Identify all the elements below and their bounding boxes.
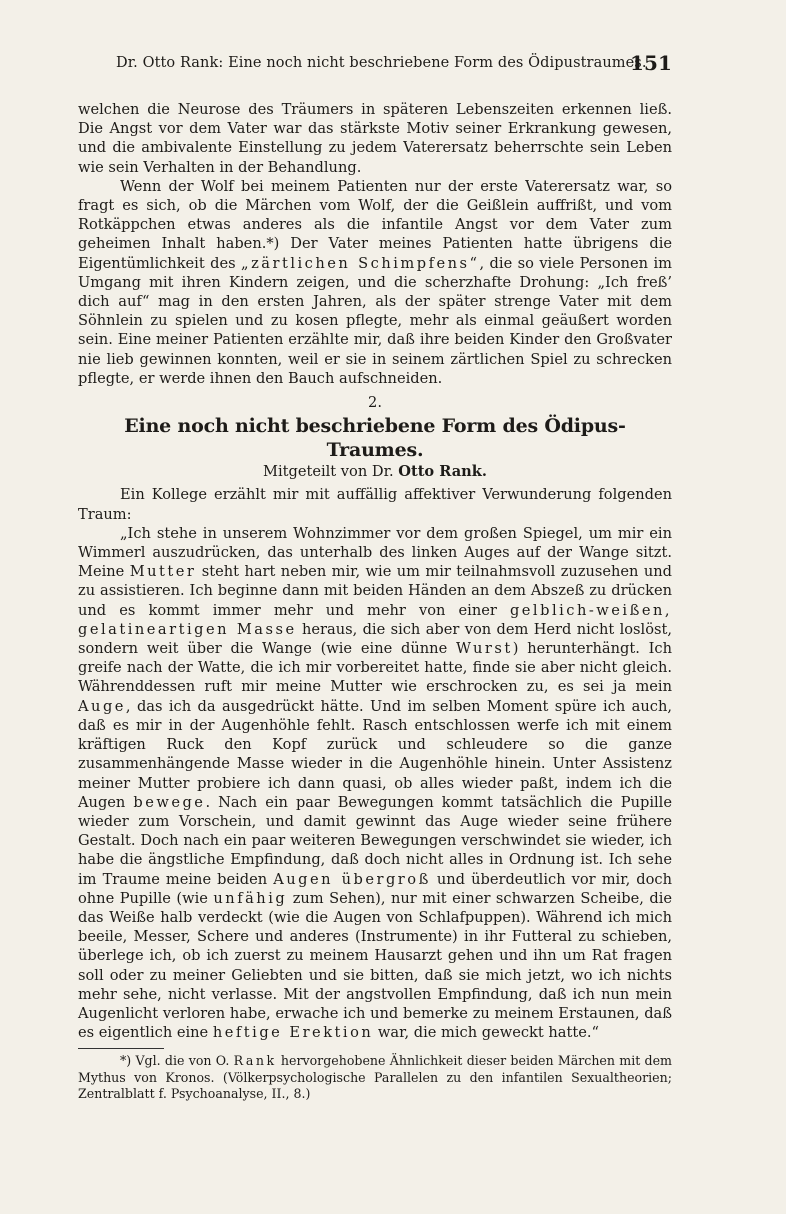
- paragraph-2-text-a: Wenn der Wolf bei meinem Patienten nur der erste Vaterersatz war, so fragt es sich, ob die Märchen vom Wolf, der die Geißlein auffrißt, und vom Rotkäppchen etwas anderes als die infantile Angst vor dem Vater zum geheimen Inhalt haben.*) Der Vater meines Patienten hatte übrigens die Eigentümlichkeit des: [78, 177, 672, 272]
- emphasis-auge: Auge: [78, 697, 126, 715]
- byline-author: Otto Rank.: [398, 463, 487, 481]
- emphasis-zaertlichen-schimpfens: „zärtlichen Schimpfens“: [241, 254, 480, 272]
- footnote-divider: [78, 1048, 164, 1049]
- section-title: Eine noch nicht beschriebene Form des Ödipus-Traumes.: [124, 415, 626, 462]
- emphasis-masse: gelblich-weißen, gelatineartigen Masse: [78, 601, 672, 638]
- dream-text-1: „Ich stehe in unserem Wohnzimmer vor dem großen Spiegel, um mir ein Wimmerl auszudrücken, das unterhalb des linken Auges auf der Wange sitzt. Meine: [78, 524, 672, 581]
- running-head-title: Dr. Otto Rank: Eine noch nicht beschriebene Form des Ödipustraumes.: [116, 55, 647, 71]
- footnote-text-b: hervorgehobene Ähnlichkeit dieser beiden Märchen mit dem Mythus von Kronos. (Völkerpsychologische Parallelen zu den infantilen Sexualtheorien; Zentralblatt f. Psychoanalyse, II., 8.): [78, 1053, 672, 1102]
- dream-text-3: heraus, die sich aber von dem Herd nicht loslöst, sondern weit über die Wange (wie eine dünne: [78, 620, 672, 658]
- main-text: [78, 100, 672, 1103]
- dream-text-8: zum Sehen), nur mit einer schwarzen Scheibe, die das Weiße halb verdeckt (wie die Augen von Schlafpuppen). Während ich mich beeile, Messer, Schere und anderes (Instrumente) in ihr Futteral zu schieben, überlege ich, ob ich zuerst zu meinem Hausarzt gehen und ihn um Rat fragen soll oder zu meiner Geliebten und sie bitten, daß sie mich jetzt, wo ich nichts mehr sehe, nicht verlasse. Mit der angstvollen Empfindung, daß ich nun mein Augenlicht verloren habe, erwache ich und bemerke zu meinem Erstaunen, daß es eigentlich eine: [78, 889, 673, 1042]
- dream-report: [78, 524, 672, 1042]
- dream-text-6: . Nach ein paar Bewegungen kommt tatsächlich die Pupille wieder zum Vorschein, und damit gewinnt das Auge wieder seine frühere Gestalt. Doch nach ein paar weiteren Bewegungen verschwindet sie wieder, ich habe die ängstliche Empfindung, daß doch nicht alles in Ordnung ist. Ich sehe im Traume meine beiden: [78, 793, 672, 888]
- emphasis-mutter: Mutter: [129, 563, 197, 581]
- footnote-emphasis-rank: Rank: [233, 1053, 277, 1069]
- dream-text-2: steht hart neben mir, wie um mir teilnahmsvoll zuzusehen und zu assistieren. Ich beginne dann mit beiden Händen an dem Abszeß zu drücken und es kommt immer mehr und mehr von einer: [78, 563, 673, 619]
- dream-text-4: ) herunterhängt. Ich greife nach der Watte, die ich mir vorbereitet hatte, finde sie aber nicht gleich. Währenddessen ruft mir meine Mutter wie erschrocken zu, es sei ja mein: [78, 640, 672, 696]
- emphasis-augen-uebergross: Augen übergroß: [273, 870, 431, 888]
- dream-text-5: , das ich da ausgedrückt hätte. Und im selben Moment spüre ich auch, daß es mir in der Augenhöhle fehlt. Rasch entschlossen werfe ich mit einem kräftigen Ruck den Kopf zurück und schleudere so die ganze zusammenhängende Masse wieder in die Augenhöhle hinein. Unter Assistenz meiner Mutter probiere ich dann quasi, ob alles wieder paßt, indem ich die Augen: [78, 697, 672, 811]
- byline-prefix: Mitgeteilt von Dr.: [263, 463, 394, 481]
- paragraph-3: Ein Kollege erzählt mir mit auffällig affektiver Verwunderung folgenden Traum:: [78, 486, 672, 523]
- paragraph-2-text-b: , die so viele Personen im Umgang mit ihren Kindern zeigen, und die scherzhafte Drohung: „Ich freß’ dich auf“ mag in den ersten Jahren, als der später strenge Vater mit dem Söhnlein zu spielen und zu kosen pflegte, mehr als einmal geäußert worden sein. Eine meiner Patienten erzählte mir, daß ihre beiden Kinder den Großvater nie lieb gewinnen konnten, weil er sie in seinem zärtlichen Spiel zu schrecken pflegte, er werde ihnen den Bauch aufschneiden.: [78, 254, 672, 387]
- dream-text-9: war, die mich geweckt hatte.“: [373, 1024, 599, 1042]
- page-number: 151: [629, 51, 672, 75]
- emphasis-bewege: bewege: [133, 793, 206, 811]
- byline: [78, 462, 672, 481]
- paragraph-1: welchen die Neurose des Träumers in späteren Lebenszeiten erkennen ließ. Die Angst vor dem Vater war das stärkste Motiv seiner Erkrankung gewesen, und die ambivalente Einstellung zu jedem Vaterersatz beherrschte sein Leben wie sein Verhalten in der Behandlung.: [78, 101, 672, 176]
- emphasis-unfaehig: unfähig: [213, 889, 288, 907]
- dream-text-7: und überdeutlich vor mir, doch ohne Pupille (wie: [78, 870, 672, 907]
- footnote-text-a: *) Vgl. die von O.: [120, 1053, 234, 1069]
- running-header: [116, 51, 672, 75]
- emphasis-erektion: heftige Erektion: [212, 1024, 374, 1042]
- paragraph-2: [78, 177, 672, 388]
- emphasis-wurst: Wurst: [456, 640, 513, 658]
- section-number: 2.: [368, 394, 382, 412]
- footnote: [78, 1053, 672, 1103]
